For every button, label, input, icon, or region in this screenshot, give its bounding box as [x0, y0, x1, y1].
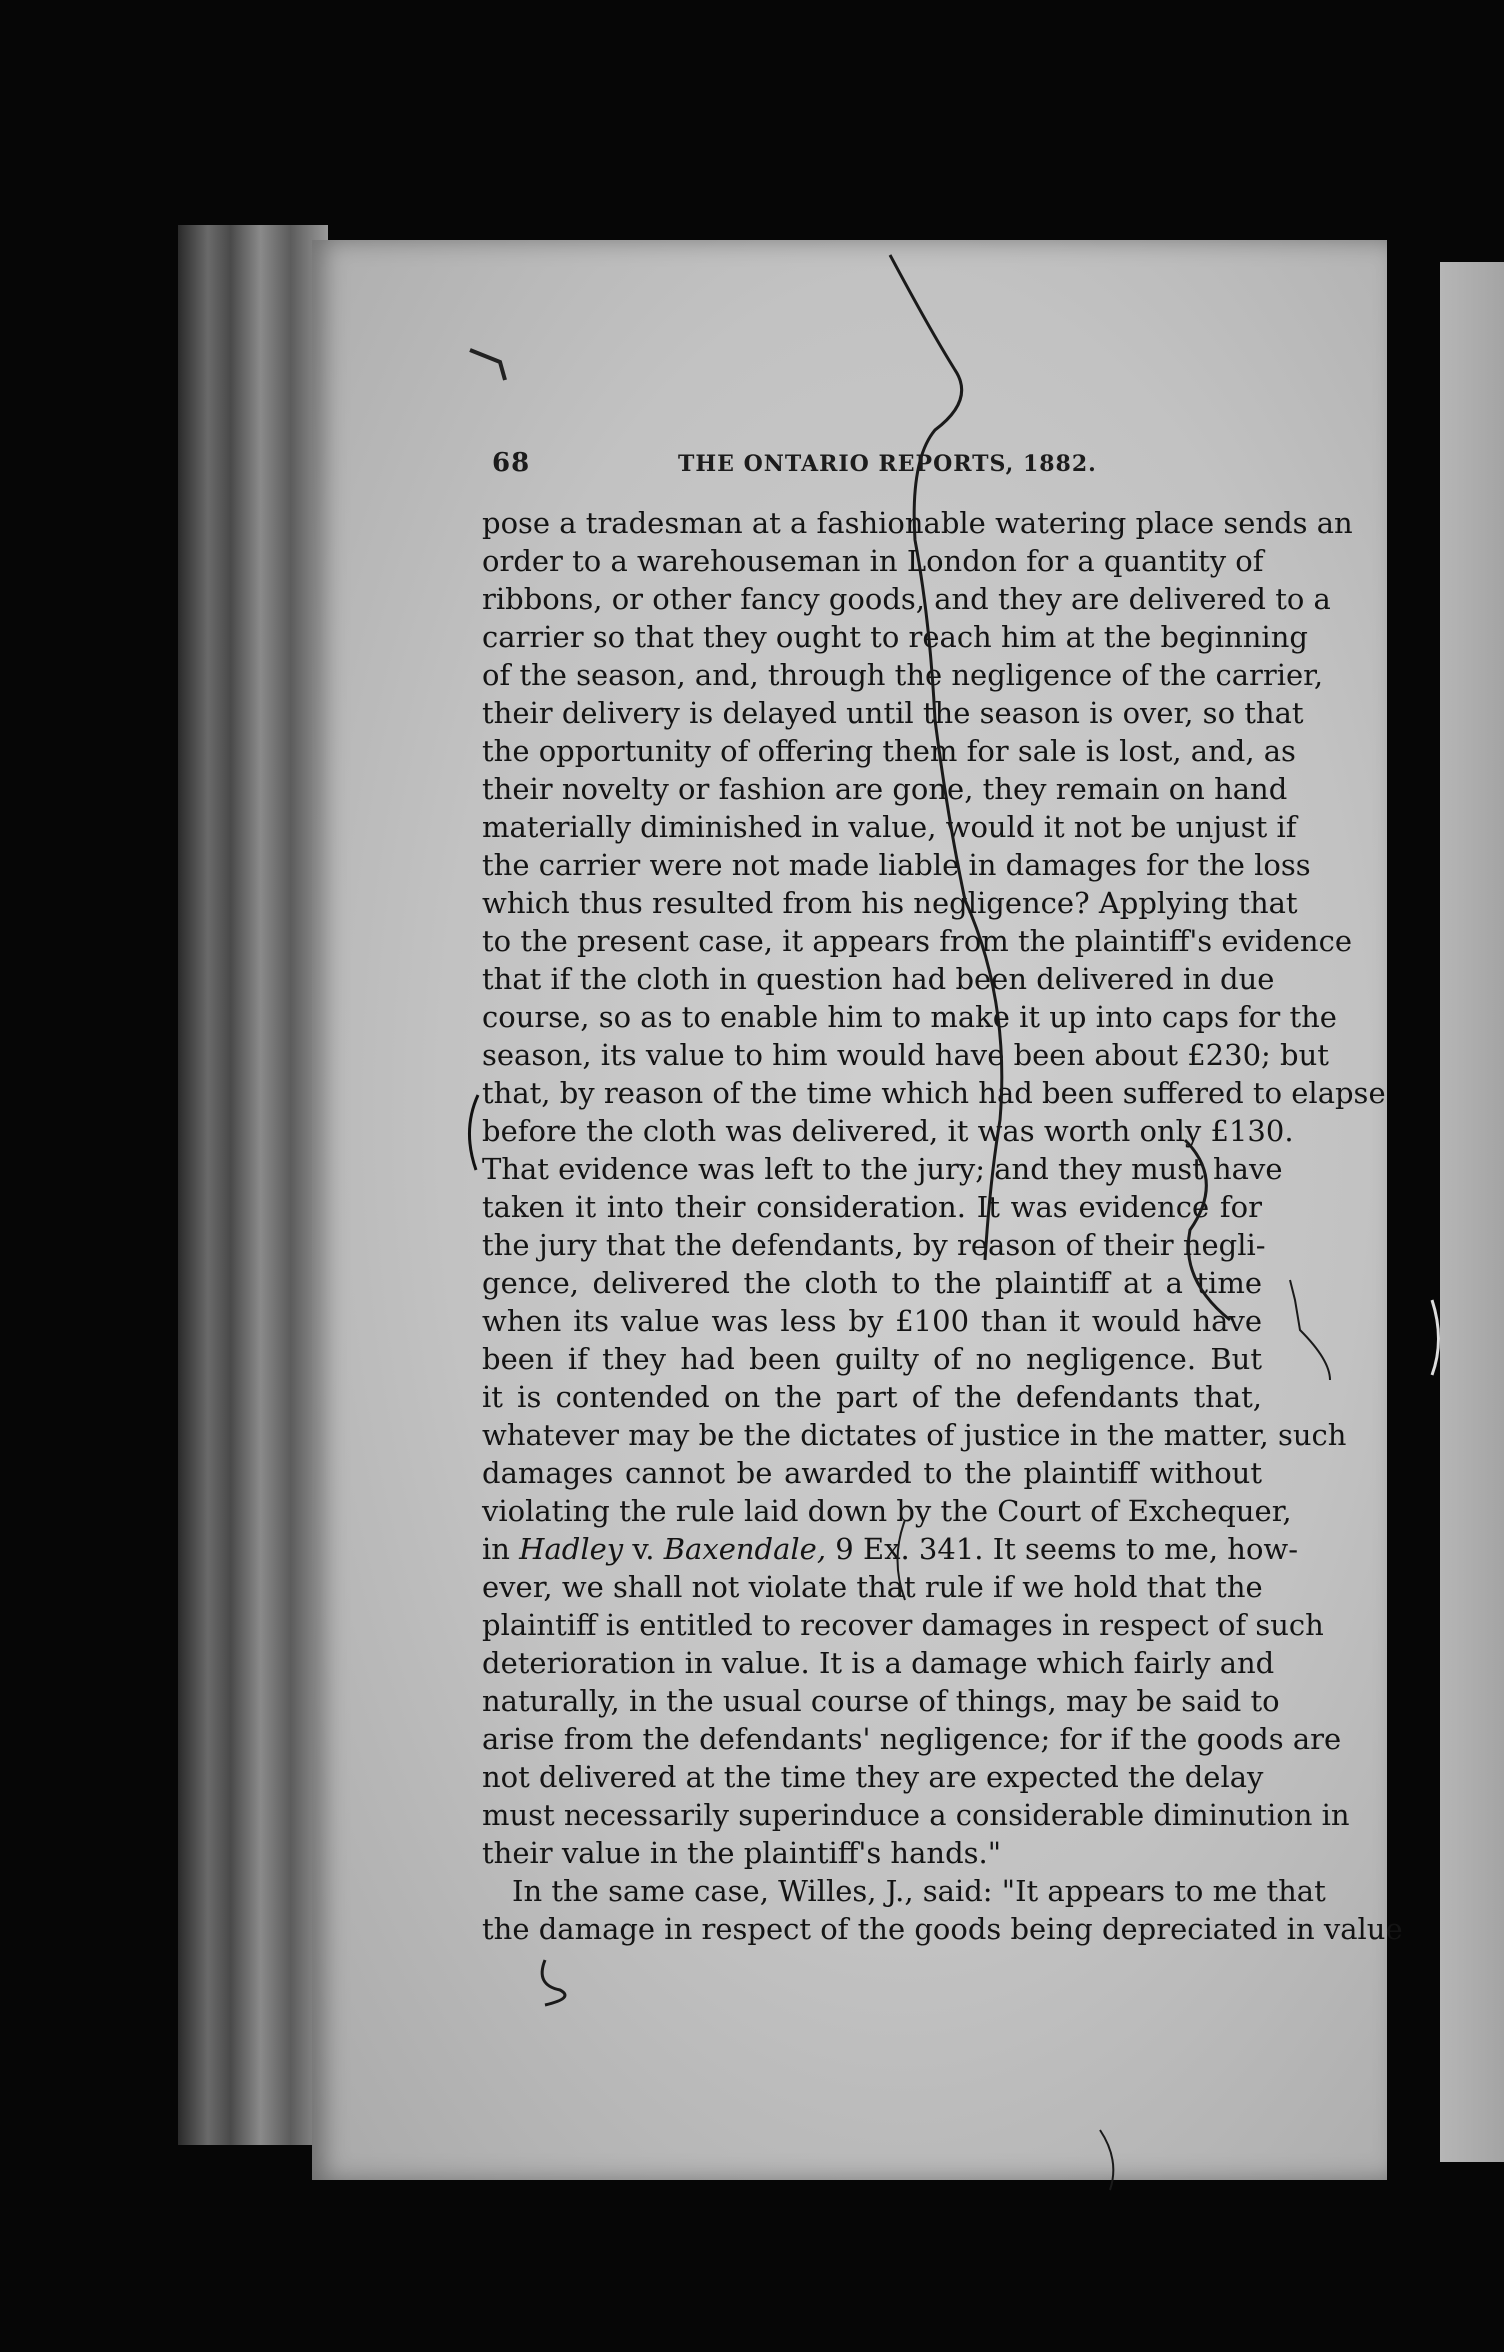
text-line: the damage in respect of the goods being depreciated in value	[482, 1912, 1403, 1946]
text-line: which thus resulted from his negligence? Applying that	[482, 886, 1298, 920]
text-line: been if they had been guilty of no negligence. But	[482, 1342, 1262, 1376]
text-line: not delivered at the time they are expected the delay	[482, 1760, 1264, 1794]
text-line: taken it into their consideration. It was evidence for	[482, 1190, 1262, 1224]
text-line: damages cannot be awarded to the plaintiff without	[482, 1456, 1262, 1490]
text-line: to the present case, it appears from the plaintiff's evidence	[482, 924, 1353, 958]
pencil-stroke-bottom	[542, 1960, 565, 2005]
text-line: their novelty or fashion are gone, they remain on hand	[482, 772, 1288, 806]
pencil-stroke-top	[890, 255, 1002, 1260]
text-line: of the season, and, through the negligence of the carrier,	[482, 658, 1324, 692]
text-line-remainder: 9 Ex. 341. It seems to me, how-	[835, 1532, 1299, 1566]
text-line: the opportunity of offering them for sale is lost, and, as	[482, 734, 1296, 768]
text-line: ever, we shall not violate that rule if we hold that the	[482, 1570, 1263, 1604]
running-title: THE ONTARIO REPORTS, 1882.	[678, 451, 1097, 477]
text-line: course, so as to enable him to make it up into caps for the	[482, 1000, 1337, 1034]
text-line: order to a warehouseman in London for a quantity of	[482, 544, 1264, 578]
text-line: it is contended on the part of the defendants that,	[482, 1380, 1262, 1414]
text-line: In the same case, Willes, J., said: "It appears to me that	[512, 1874, 1326, 1908]
text-line: ribbons, or other fancy goods, and they are delivered to a	[482, 582, 1331, 616]
pencil-stroke-middle	[1185, 1140, 1230, 1320]
text-line: naturally, in the usual course of things, may be said to	[482, 1684, 1280, 1718]
pencil-stroke-gutter	[898, 1520, 906, 1600]
text-line: arise from the defendants' negligence; for if the goods are	[482, 1722, 1342, 1756]
case-prefix: in	[482, 1532, 510, 1566]
case-name-plaintiff: Hadley	[519, 1532, 624, 1566]
text-line: whatever may be the dictates of justice in the matter, such	[482, 1418, 1347, 1452]
text-line: That evidence was left to the jury; and they must have	[482, 1152, 1283, 1186]
text-line: before the cloth was delivered, it was worth only £130.	[482, 1114, 1294, 1148]
text-line: the jury that the defendants, by reason of their negli-	[482, 1228, 1266, 1262]
text-line: carrier so that they ought to reach him at the beginning	[482, 620, 1308, 654]
text-line: that if the cloth in question had been delivered in due	[482, 962, 1275, 996]
pencil-stroke-top-left	[470, 350, 505, 380]
case-versus: v.	[632, 1532, 655, 1566]
page-number: 68	[492, 448, 531, 478]
text-line: plaintiff is entitled to recover damages in respect of such	[482, 1608, 1324, 1642]
text-line: that, by reason of the time which had been suffered to elapse	[482, 1076, 1386, 1110]
pencil-stroke-lower	[1290, 1280, 1330, 1380]
text-line: the carrier were not made liable in damages for the loss	[482, 848, 1311, 882]
text-line: when its value was less by £100 than it would have	[482, 1304, 1262, 1338]
text-line: deterioration in value. It is a damage which fairly and	[482, 1646, 1275, 1680]
text-line: materially diminished in value, would it not be unjust if	[482, 810, 1297, 844]
margin-mark-right	[1432, 1300, 1439, 1375]
text-line: their delivery is delayed until the season is over, so that	[482, 696, 1304, 730]
pencil-stroke-footer	[1100, 2130, 1113, 2190]
text-line: season, its value to him would have been about £230; but	[482, 1038, 1329, 1072]
text-line: pose a tradesman at a fashionable watering place sends an	[482, 506, 1353, 540]
text-line: gence, delivered the cloth to the plaintiff at a time	[482, 1266, 1262, 1300]
text-line: must necessarily superinduce a considerable diminution in	[482, 1798, 1350, 1832]
case-name-defendant: Baxendale,	[663, 1532, 827, 1566]
margin-bracket-left	[469, 1095, 478, 1170]
text-line: their value in the plaintiff's hands."	[482, 1836, 1002, 1870]
text-line: violating the rule laid down by the Court of Exchequer,	[482, 1494, 1292, 1528]
